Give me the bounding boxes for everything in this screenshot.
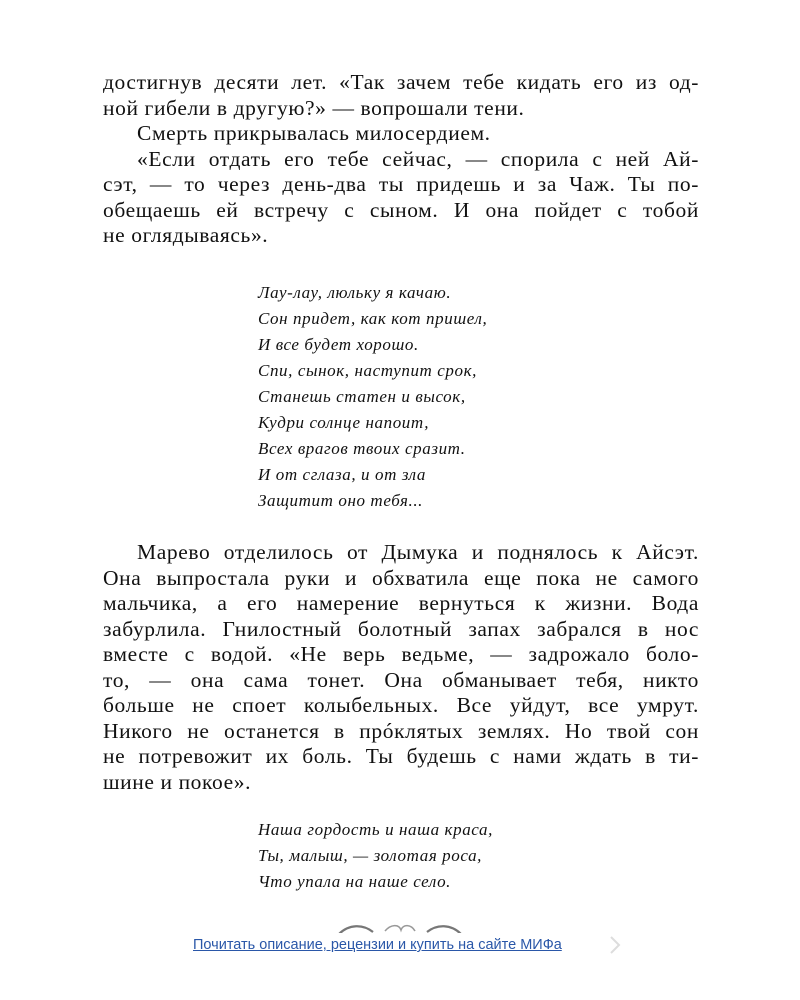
paragraph-continuation <box>103 70 699 121</box>
text-line: обещаешь ей встречу с сыном. И она пойдет с тобой <box>103 197 699 222</box>
text-line: «Если отдать его тебе сейчас, — спорила с ней Ай- <box>137 146 699 171</box>
lullaby-verse-1 <box>258 280 487 514</box>
text-line: Марево отделилось от Дымука и поднялось к Айсэт. <box>137 540 699 564</box>
text-line: не оглядываясь». <box>103 223 269 247</box>
verse-line: Станешь статен и высок, <box>258 387 466 406</box>
verse-line: Всех врагов твоих сразит. <box>258 439 466 458</box>
paragraph <box>103 121 699 147</box>
store-link-banner[interactable] <box>180 933 620 957</box>
prose-block-middle <box>103 540 699 795</box>
text-line: забурлила. Гнилостный болотный запах забрался в нос <box>103 616 699 641</box>
text-line: Смерть прикрывалась милосердием. <box>137 121 491 145</box>
prose-block-top <box>103 70 699 249</box>
text-line: то, — она сама тонет. Она обманывает тебя, никто <box>103 667 699 692</box>
verse-line: Ты, малыш, — золотая роса, <box>258 846 483 865</box>
verse-line: Кудри солнце напоит, <box>258 413 430 432</box>
paragraph <box>103 540 699 795</box>
store-link[interactable]: Почитать описание, рецензии и купить на сайте МИФа <box>193 937 562 953</box>
text-line: сэт, — то через день-два ты придешь и за Чаж. Ты по- <box>103 172 699 196</box>
lullaby-verse-2 <box>258 817 493 895</box>
text-line: не потревожит их боль. Ты будешь с нами ждать в ти- <box>103 744 699 768</box>
verse-line: Сон придет, как кот пришел, <box>258 309 488 328</box>
text-line: больше не споет колыбельных. Все уйдут, все умрут. <box>103 693 699 717</box>
verse-line: Спи, сынок, наступит срок, <box>258 361 478 380</box>
text-line: вместе с водой. «Не верь ведьме, — задрожало боло- <box>103 642 699 666</box>
verse-line: Наша гордость и наша краса, <box>258 820 493 839</box>
text-line: достигнув десяти лет. «Так зачем тебе кидать его из од- <box>103 70 699 94</box>
verse-line: И все будет хорошо. <box>258 335 419 354</box>
text-line: шине и покое». <box>103 769 252 794</box>
verse-line: Защитит оно тебя... <box>258 491 424 510</box>
paragraph <box>103 147 699 249</box>
text-line: Она выпростала руки и обхватила еще пока не самого <box>103 565 699 590</box>
text-line: ной гибели в другую?» — вопрошали тени. <box>103 95 525 120</box>
chevron-right-icon <box>608 935 622 955</box>
verse-line: Лау-лау, люльку я качаю. <box>258 283 452 302</box>
verse-line: И от сглаза, и от зла <box>258 465 426 484</box>
text-line: мальчика, а его намерение вернуться к жизни. Вода <box>103 591 699 615</box>
verse-line: Что упала на наше село. <box>258 872 452 891</box>
text-line: Никого не останется в прóклятых землях. Но твой сон <box>103 718 699 743</box>
